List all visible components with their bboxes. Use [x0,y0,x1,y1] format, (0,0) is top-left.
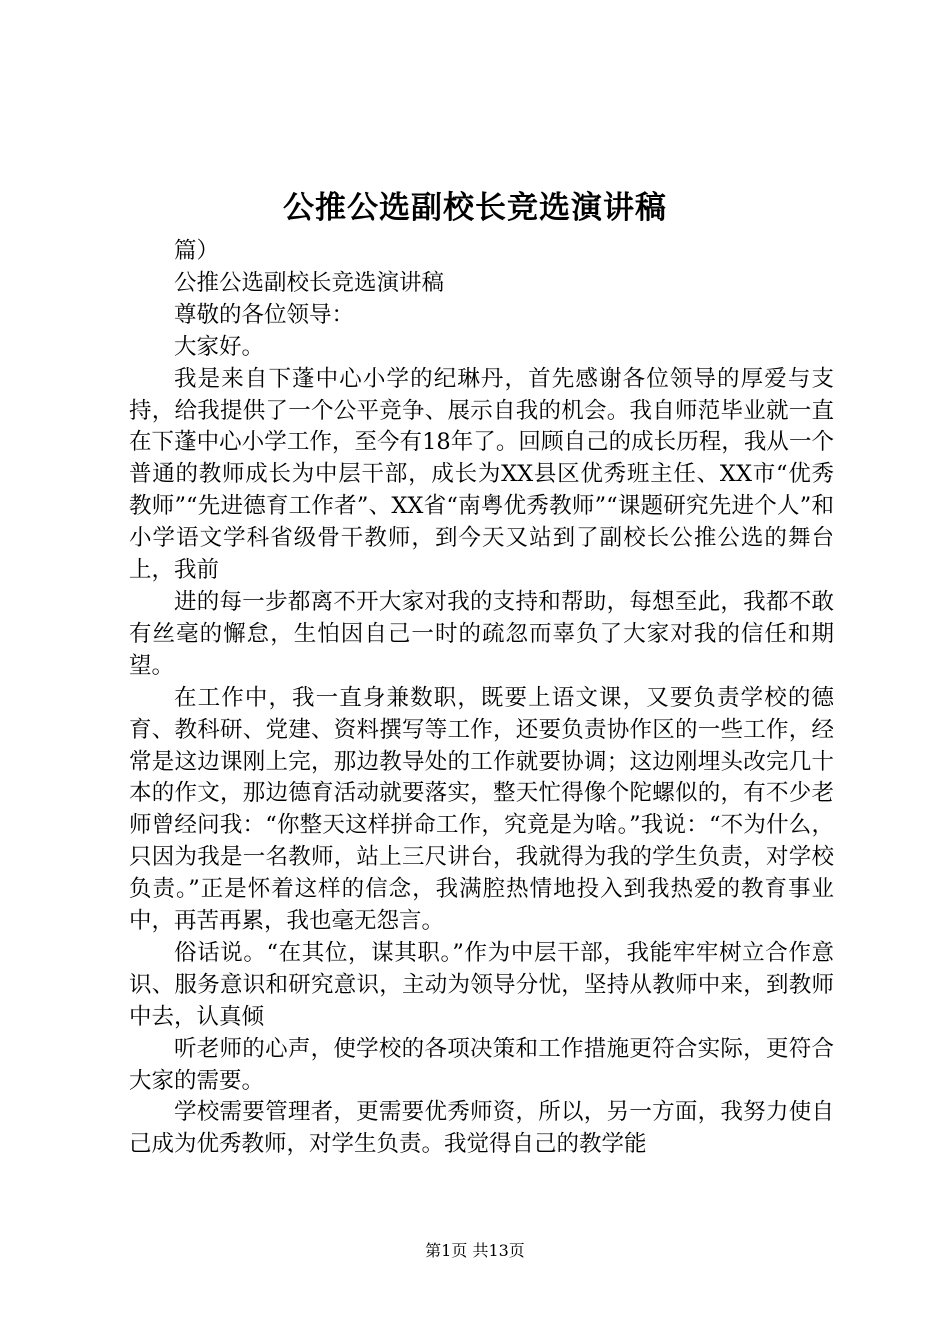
paragraph: 我是来自下蓬中心小学的纪琳丹，首先感谢各位领导的厚爱与支持，给我提供了一个公平竞争、展示自我的机会。我自师范毕业就一直在下蓬中心小学工作，至今有18年了。回顾自己的成长历程，我从一个普通的教师成长为中层干部，成长为XX县区优秀班主任、XX市“优秀教师”“先进德育工作者”、XX省“南粤优秀教师”“课题研究先进个人”和小学语文学科省级骨干教师，到今天又站到了副校长公推公选的舞台上，我前 [129,365,834,584]
paragraph: 进的每一步都离不开大家对我的支持和帮助，每想至此，我都不敢有丝毫的懈怠，生怕因自己一时的疏忽而辜负了大家对我的信任和期望。 [129,588,834,679]
document-title: 公推公选副校长竞选演讲稿 [283,190,667,226]
paragraph: 学校需要管理者，更需要优秀师资，所以，另一方面，我努力使自己成为优秀教师，对学生负责。我觉得自己的教学能 [129,1099,834,1158]
paragraph: 篇） [174,238,220,264]
paragraph: 听老师的心声，使学校的各项决策和工作措施更符合实际，更符合大家的需要。 [129,1035,834,1094]
paragraph: 大家好。 [174,333,265,360]
document-body [129,236,834,1161]
page-footer: 第1页 共13页 [425,1241,525,1260]
paragraph: 在工作中，我一直身兼数职，既要上语文课，又要负责学校的德育、教科研、党建、资料撰写等工作，还要负责协作区的一些工作，经常是这边课刚上完，那边教导处的工作就要协调；这边刚埋头改完几十本的作文，那边德育活动就要落实，整天忙得像个陀螺似的，有不少老师曾经问我：“你整天这样拼命工作，究竟是为啥。”我说：“不为什么，只因为我是一名教师，站上三尺讲台，我就得为我的学生负责，对学校负责。”正是怀着这样的信念，我满腔热情地投入到我热爱的教育事业中，再苦再累，我也毫无怨言。 [129,684,834,935]
paragraph: 尊敬的各位领导： [174,301,355,328]
paragraph: 公推公选副校长竞选演讲稿 [174,269,445,296]
paragraph: 俗话说。“在其位，谋其职。”作为中层干部，我能牢牢树立合作意识、服务意识和研究意识，主动为领导分忧，坚持从教师中来，到教师中去，认真倾 [129,939,834,1030]
